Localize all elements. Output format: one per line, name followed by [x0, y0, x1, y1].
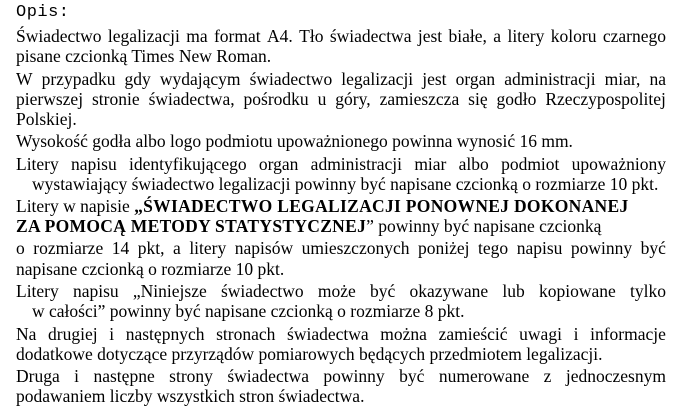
paragraph-1-line-2: pisane czcionką Times New Roman.: [16, 46, 272, 66]
paragraph-5-bold-title-part-2: ZA POMOCĄ METODY STATYSTYCZNEJ: [16, 216, 367, 236]
paragraph-7-line-2: dodatkowe dotyczące przyrządów pomiarowych będących przedmiotem legalizacji.: [16, 344, 603, 364]
paragraph-6-line-1: Litery napisu „Niniejsze świadectwo może być okazywane lub kopiowane tylko: [16, 281, 666, 301]
paragraph-7-line-1: Na drugiej i następnych stronach świadectwa można zamieścić uwagi i informacje: [16, 324, 666, 344]
paragraph-2-line-2: pierwszej stronie świadectwa, pośrodku u góry, zamieszcza się godło Rzeczypospolitej: [16, 89, 666, 109]
paragraph-4-line-1: Litery napisu identyfikującego organ administracji miar albo podmiot upoważniony: [16, 154, 666, 174]
paragraph-1-line-1: Świadectwo legalizacji ma format A4. Tło świadectwa jest białe, a litery koloru czarnego: [16, 26, 666, 46]
paragraph-5-line-1: [16, 196, 629, 216]
paragraph-6-line-2: w całości” powinny być napisane czcionką o rozmiarze 8 pkt.: [32, 301, 465, 321]
paragraph-8-line-2: podawaniem liczby wszystkich stron świadectwa.: [16, 386, 365, 406]
section-heading: Opis:: [16, 3, 70, 22]
paragraph-5-line-3: o rozmiarze 14 pkt, a litery napisów umieszczonych poniżej tego napisu powinny być: [16, 238, 666, 258]
paragraph-8-line-1: Druga i następne strony świadectwa powinny być numerowane z jednoczesnym: [16, 366, 666, 386]
paragraph-5-line-2-post: ” powinny być napisane czcionką: [366, 216, 602, 236]
paragraph-5-line-2: [16, 216, 601, 236]
paragraph-2-line-1: W przypadku gdy wydającym świadectwo legalizacji jest organ administracji miar, na: [16, 69, 666, 89]
paragraph-3-line-1: Wysokość godła albo logo podmiotu upoważnionego powinna wynosić 16 mm.: [16, 131, 573, 151]
paragraph-2-line-3: Polskiej.: [16, 109, 77, 129]
paragraph-5-bold-title-part-1: „ŚWIADECTWO LEGALIZACJI PONOWNEJ DOKONANEJ: [134, 196, 629, 216]
paragraph-5-line-1-pre: Litery w napisie: [16, 196, 135, 216]
paragraph-4-line-2: wystawiający świadectwo legalizacji powinny być napisane czcionką o rozmiarze 10 pkt.: [32, 174, 659, 194]
paragraph-5-line-4: napisane czcionką o rozmiarze 10 pkt.: [16, 259, 285, 279]
